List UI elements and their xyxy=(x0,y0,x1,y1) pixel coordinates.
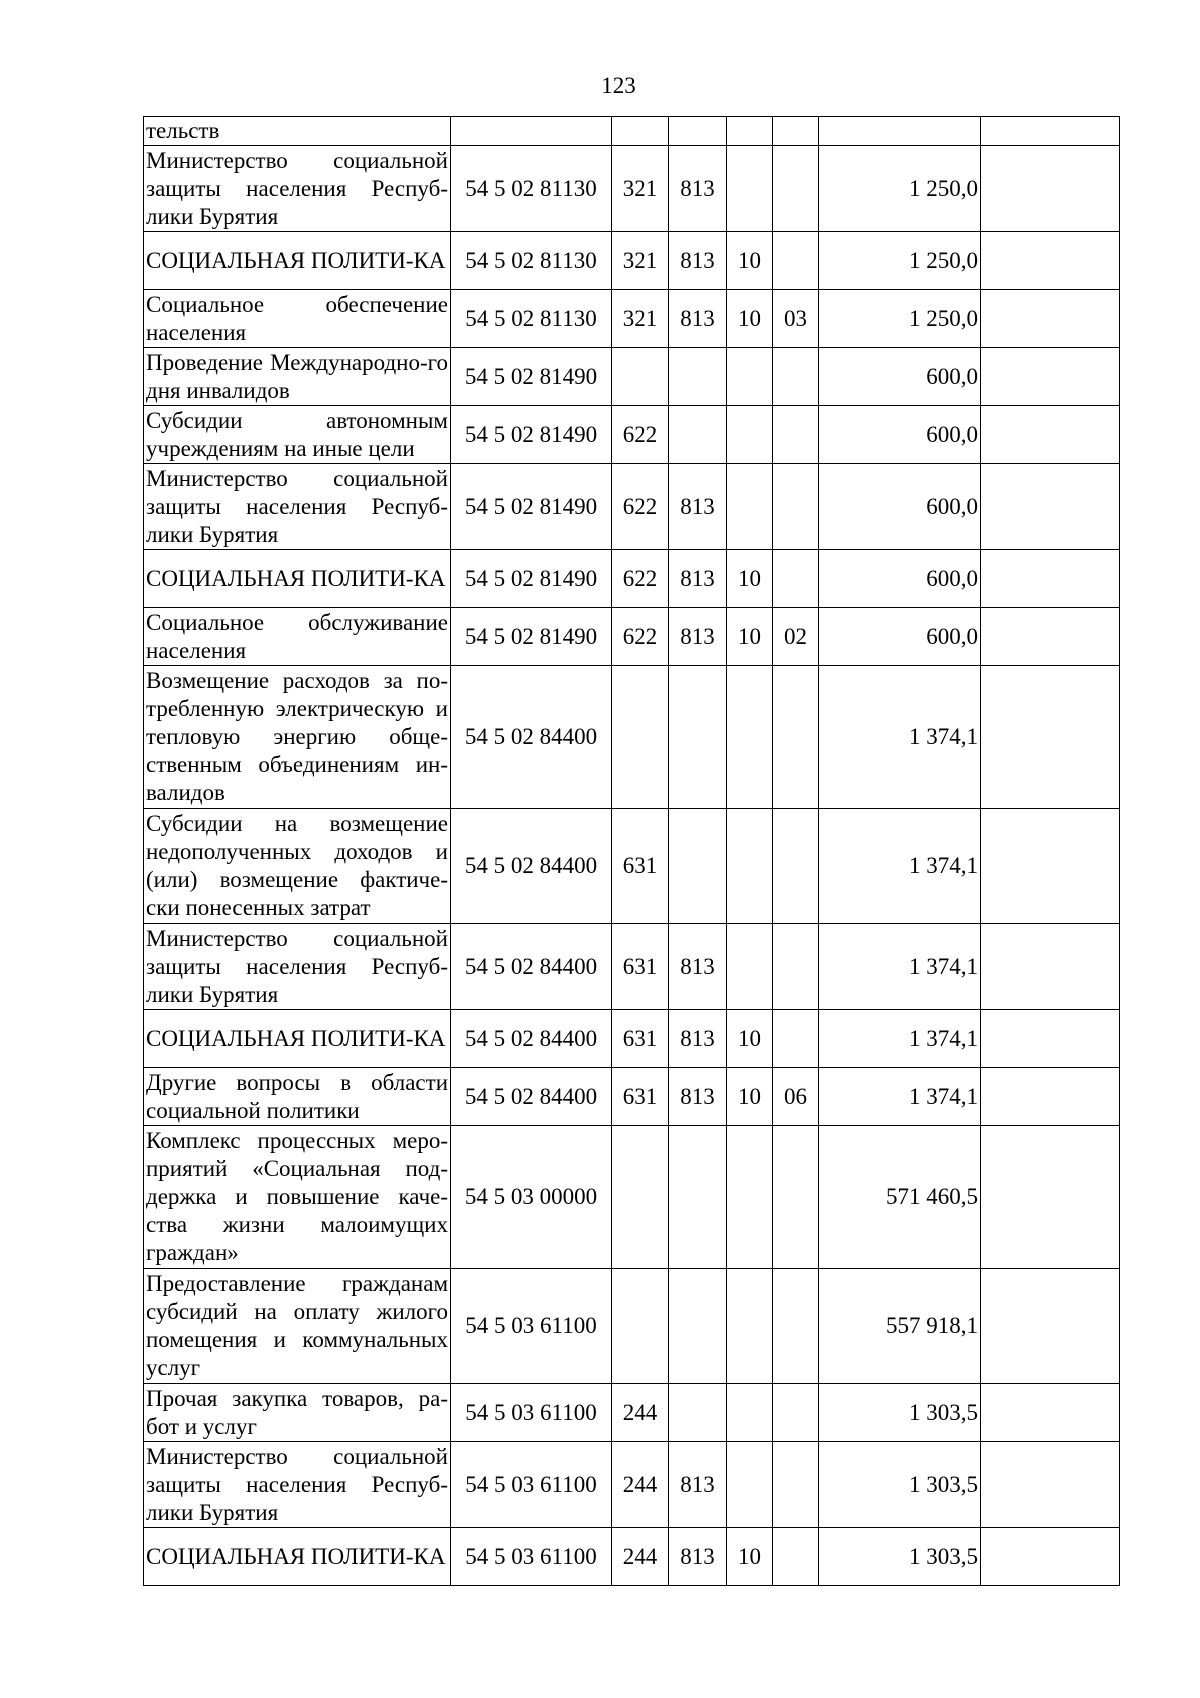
amount-cell: 1 303,5 xyxy=(819,1442,981,1528)
table-row xyxy=(144,464,1120,550)
amount-cell: 1 250,0 xyxy=(819,290,981,348)
extra-cell xyxy=(981,348,1120,406)
subsection-cell: 02 xyxy=(773,608,819,666)
expense-type-cell xyxy=(612,1269,669,1384)
amount-cell: 600,0 xyxy=(819,348,981,406)
section-cell: 10 xyxy=(727,1528,773,1586)
target-article-cell xyxy=(451,117,612,146)
subsection-cell: 06 xyxy=(773,1068,819,1126)
target-article-cell: 54 5 02 81490 xyxy=(451,550,612,608)
target-article-cell: 54 5 02 81490 xyxy=(451,406,612,464)
section-cell xyxy=(727,666,773,809)
subsection-cell xyxy=(773,1528,819,1586)
row-name-cell: Министерство социальной защиты населения Респуб-лики Бурятия xyxy=(144,146,451,232)
expense-type-cell: 622 xyxy=(612,406,669,464)
section-cell xyxy=(727,1442,773,1528)
expense-type-cell xyxy=(612,348,669,406)
amount-cell xyxy=(819,117,981,146)
amount-cell: 1 250,0 xyxy=(819,232,981,290)
section-cell xyxy=(727,1384,773,1442)
table-body xyxy=(144,117,1120,1586)
extra-cell xyxy=(981,666,1120,809)
row-name-cell: Социальное обеспечение населения xyxy=(144,290,451,348)
subsection-cell xyxy=(773,809,819,924)
amount-cell: 600,0 xyxy=(819,406,981,464)
target-article-cell: 54 5 02 81130 xyxy=(451,232,612,290)
row-name-cell: Социальное обслуживание населения xyxy=(144,608,451,666)
section-cell xyxy=(727,809,773,924)
extra-cell xyxy=(981,608,1120,666)
subsection-cell xyxy=(773,1269,819,1384)
ministry-code-cell: 813 xyxy=(669,550,727,608)
section-cell xyxy=(727,464,773,550)
ministry-code-cell xyxy=(669,406,727,464)
table-row xyxy=(144,232,1120,290)
ministry-code-cell: 813 xyxy=(669,608,727,666)
amount-cell: 600,0 xyxy=(819,464,981,550)
section-cell xyxy=(727,1269,773,1384)
table-row xyxy=(144,1384,1120,1442)
amount-cell: 1 374,1 xyxy=(819,666,981,809)
extra-cell xyxy=(981,1068,1120,1126)
subsection-cell xyxy=(773,146,819,232)
ministry-code-cell: 813 xyxy=(669,924,727,1010)
extra-cell xyxy=(981,117,1120,146)
amount-cell: 1 303,5 xyxy=(819,1384,981,1442)
row-name-cell: Прочая закупка товаров, ра-бот и услуг xyxy=(144,1384,451,1442)
row-name-cell: Предоставление гражданам субсидий на оплату жилого помещения и коммунальных услуг xyxy=(144,1269,451,1384)
expense-type-cell: 244 xyxy=(612,1442,669,1528)
target-article-cell: 54 5 02 84400 xyxy=(451,1068,612,1126)
row-name-cell: СОЦИАЛЬНАЯ ПОЛИТИ-КА xyxy=(144,232,451,290)
section-cell: 10 xyxy=(727,608,773,666)
extra-cell xyxy=(981,550,1120,608)
row-name-cell: Субсидии на возмещение недополученных доходов и (или) возмещение фактиче-ски понесенных затрат xyxy=(144,809,451,924)
subsection-cell xyxy=(773,232,819,290)
amount-cell: 1 374,1 xyxy=(819,809,981,924)
ministry-code-cell: 813 xyxy=(669,232,727,290)
table-row xyxy=(144,1010,1120,1068)
expense-type-cell: 321 xyxy=(612,232,669,290)
extra-cell xyxy=(981,290,1120,348)
extra-cell xyxy=(981,1126,1120,1269)
amount-cell: 600,0 xyxy=(819,608,981,666)
table-row xyxy=(144,1068,1120,1126)
amount-cell: 1 303,5 xyxy=(819,1528,981,1586)
table-row xyxy=(144,406,1120,464)
expense-type-cell: 622 xyxy=(612,464,669,550)
expense-type-cell: 244 xyxy=(612,1384,669,1442)
table-row xyxy=(144,290,1120,348)
expense-type-cell: 321 xyxy=(612,146,669,232)
target-article-cell: 54 5 02 81130 xyxy=(451,146,612,232)
section-cell xyxy=(727,146,773,232)
subsection-cell xyxy=(773,666,819,809)
ministry-code-cell: 813 xyxy=(669,146,727,232)
amount-cell: 1 374,1 xyxy=(819,1010,981,1068)
extra-cell xyxy=(981,1269,1120,1384)
target-article-cell: 54 5 02 81490 xyxy=(451,608,612,666)
amount-cell: 1 374,1 xyxy=(819,1068,981,1126)
table-row xyxy=(144,146,1120,232)
ministry-code-cell: 813 xyxy=(669,1442,727,1528)
ministry-code-cell xyxy=(669,666,727,809)
extra-cell xyxy=(981,232,1120,290)
target-article-cell: 54 5 03 61100 xyxy=(451,1269,612,1384)
target-article-cell: 54 5 02 81130 xyxy=(451,290,612,348)
target-article-cell: 54 5 02 84400 xyxy=(451,1010,612,1068)
expense-type-cell: 321 xyxy=(612,290,669,348)
subsection-cell xyxy=(773,1442,819,1528)
budget-table xyxy=(143,116,1120,1586)
extra-cell xyxy=(981,146,1120,232)
ministry-code-cell: 813 xyxy=(669,1528,727,1586)
section-cell xyxy=(727,348,773,406)
subsection-cell xyxy=(773,348,819,406)
table-row xyxy=(144,117,1120,146)
expense-type-cell: 631 xyxy=(612,1010,669,1068)
row-name-cell: СОЦИАЛЬНАЯ ПОЛИТИ-КА xyxy=(144,550,451,608)
subsection-cell xyxy=(773,406,819,464)
ministry-code-cell: 813 xyxy=(669,1010,727,1068)
target-article-cell: 54 5 03 61100 xyxy=(451,1442,612,1528)
row-name-cell: Проведение Международно-го дня инвалидов xyxy=(144,348,451,406)
expense-type-cell: 631 xyxy=(612,1068,669,1126)
section-cell xyxy=(727,1126,773,1269)
ministry-code-cell xyxy=(669,348,727,406)
section-cell: 10 xyxy=(727,550,773,608)
ministry-code-cell: 813 xyxy=(669,464,727,550)
row-name-cell: тельств xyxy=(144,117,451,146)
extra-cell xyxy=(981,1442,1120,1528)
amount-cell: 1 250,0 xyxy=(819,146,981,232)
table-row xyxy=(144,550,1120,608)
extra-cell xyxy=(981,924,1120,1010)
ministry-code-cell: 813 xyxy=(669,290,727,348)
table-row xyxy=(144,924,1120,1010)
target-article-cell: 54 5 02 84400 xyxy=(451,666,612,809)
extra-cell xyxy=(981,1384,1120,1442)
subsection-cell xyxy=(773,1384,819,1442)
amount-cell: 600,0 xyxy=(819,550,981,608)
subsection-cell: 03 xyxy=(773,290,819,348)
expense-type-cell xyxy=(612,1126,669,1269)
row-name-cell: Министерство социальной защиты населения Респуб-лики Бурятия xyxy=(144,464,451,550)
extra-cell xyxy=(981,406,1120,464)
subsection-cell xyxy=(773,1010,819,1068)
section-cell: 10 xyxy=(727,1068,773,1126)
section-cell xyxy=(727,117,773,146)
table-row xyxy=(144,1528,1120,1586)
section-cell: 10 xyxy=(727,232,773,290)
table-row xyxy=(144,666,1120,809)
row-name-cell: Министерство социальной защиты населения Респуб-лики Бурятия xyxy=(144,1442,451,1528)
subsection-cell xyxy=(773,464,819,550)
subsection-cell xyxy=(773,550,819,608)
expense-type-cell: 631 xyxy=(612,809,669,924)
row-name-cell: Субсидии автономным учреждениям на иные цели xyxy=(144,406,451,464)
expense-type-cell: 244 xyxy=(612,1528,669,1586)
row-name-cell: СОЦИАЛЬНАЯ ПОЛИТИ-КА xyxy=(144,1528,451,1586)
section-cell xyxy=(727,406,773,464)
target-article-cell: 54 5 03 61100 xyxy=(451,1384,612,1442)
ministry-code-cell xyxy=(669,1384,727,1442)
target-article-cell: 54 5 02 81490 xyxy=(451,464,612,550)
table-row xyxy=(144,1126,1120,1269)
extra-cell xyxy=(981,809,1120,924)
ministry-code-cell: 813 xyxy=(669,1068,727,1126)
ministry-code-cell xyxy=(669,1269,727,1384)
row-name-cell: Возмещение расходов за по-требленную электрическую и тепловую энергию обще-ственным объединениям ин-валидов xyxy=(144,666,451,809)
row-name-cell: СОЦИАЛЬНАЯ ПОЛИТИ-КА xyxy=(144,1010,451,1068)
ministry-code-cell xyxy=(669,1126,727,1269)
expense-type-cell: 631 xyxy=(612,924,669,1010)
expense-type-cell: 622 xyxy=(612,550,669,608)
target-article-cell: 54 5 03 00000 xyxy=(451,1126,612,1269)
ministry-code-cell xyxy=(669,117,727,146)
table-row xyxy=(144,809,1120,924)
target-article-cell: 54 5 02 84400 xyxy=(451,924,612,1010)
ministry-code-cell xyxy=(669,809,727,924)
row-name-cell: Комплекс процессных меро-приятий «Социальная под-держка и повышение каче-ства жизни малоимущих граждан» xyxy=(144,1126,451,1269)
amount-cell: 557 918,1 xyxy=(819,1269,981,1384)
table-row xyxy=(144,1442,1120,1528)
extra-cell xyxy=(981,1528,1120,1586)
amount-cell: 1 374,1 xyxy=(819,924,981,1010)
table-row xyxy=(144,608,1120,666)
page-number: 123 xyxy=(601,73,636,98)
subsection-cell xyxy=(773,924,819,1010)
target-article-cell: 54 5 03 61100 xyxy=(451,1528,612,1586)
section-cell xyxy=(727,924,773,1010)
expense-type-cell xyxy=(612,117,669,146)
extra-cell xyxy=(981,1010,1120,1068)
section-cell: 10 xyxy=(727,290,773,348)
table-row xyxy=(144,348,1120,406)
subsection-cell xyxy=(773,117,819,146)
subsection-cell xyxy=(773,1126,819,1269)
expense-type-cell: 622 xyxy=(612,608,669,666)
section-cell: 10 xyxy=(727,1010,773,1068)
row-name-cell: Министерство социальной защиты населения Респуб-лики Бурятия xyxy=(144,924,451,1010)
target-article-cell: 54 5 02 84400 xyxy=(451,809,612,924)
row-name-cell: Другие вопросы в области социальной политики xyxy=(144,1068,451,1126)
expense-type-cell xyxy=(612,666,669,809)
extra-cell xyxy=(981,464,1120,550)
table-row xyxy=(144,1269,1120,1384)
target-article-cell: 54 5 02 81490 xyxy=(451,348,612,406)
amount-cell: 571 460,5 xyxy=(819,1126,981,1269)
